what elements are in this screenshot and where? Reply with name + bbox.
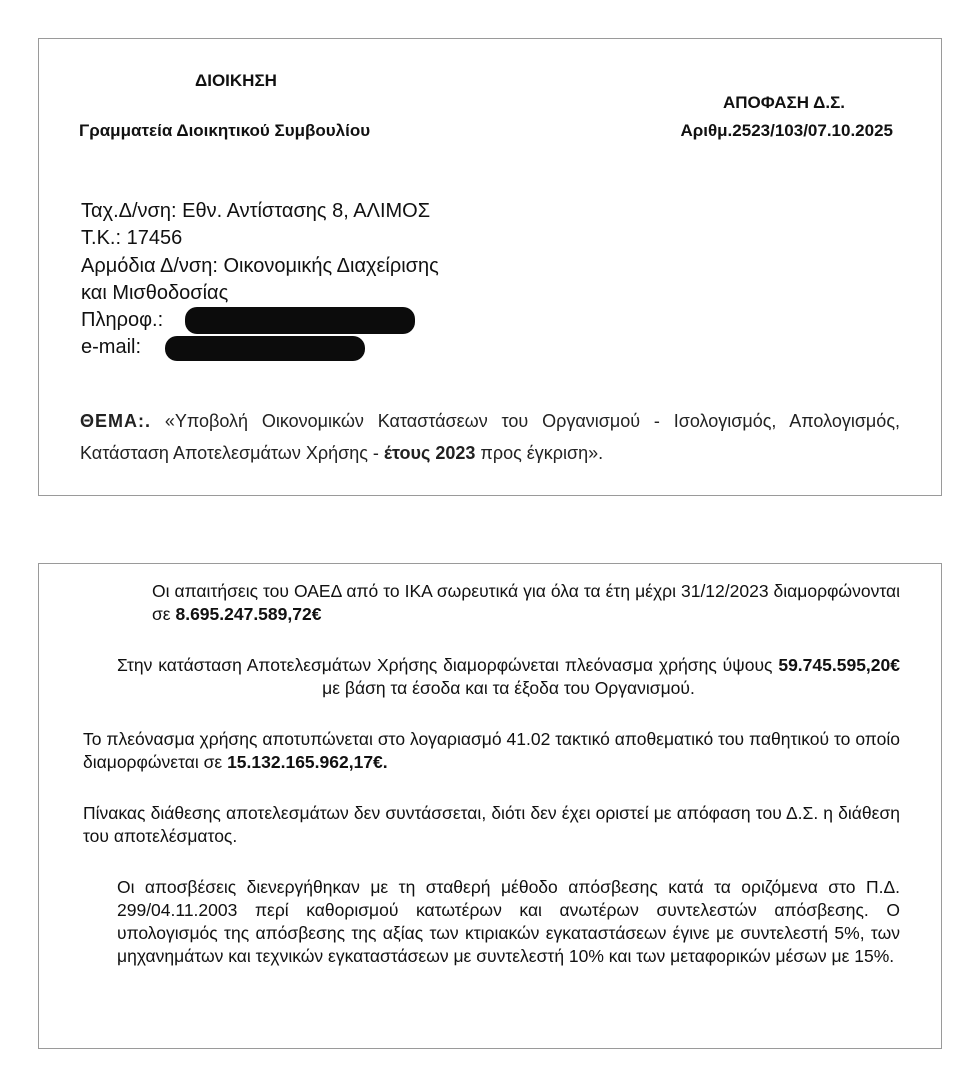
subject-paragraph: [80, 405, 900, 469]
subject-text: «Υποβολή Οικονομικών Καταστάσεων του Οργανισμού - Ισολογισμός, Απολογισμός, Κατάσταση Αποτελεσμάτων Χρήσης -: [80, 411, 900, 463]
paragraph-reserve: [83, 728, 900, 774]
amount-surplus: 59.745.595,20€: [778, 655, 900, 675]
subject-label: ΘΕΜΑ:.: [80, 411, 151, 431]
amount-reserve: 15.132.165.962,17€.: [227, 752, 388, 772]
email-label: e-mail:: [81, 336, 142, 358]
address-department-continued: και Μισθοδοσίας: [81, 282, 229, 304]
paragraph-text: Το πλεόνασμα χρήσης αποτυπώνεται στο λογαριασμό 41.02 τακτικό αποθεματικό του παθητικού το οποίο διαμορφώνεται σε: [83, 729, 900, 772]
address-postal-code: Τ.Κ.: 17456: [81, 227, 183, 249]
address-street: Ταχ.Δ/νση: Εθν. Αντίστασης 8, ΑΛΙΜΟΣ: [81, 200, 431, 222]
paragraph-receivables: [152, 580, 900, 626]
email-redaction: [165, 336, 365, 361]
decision-number: Αριθμ.2523/103/07.10.2025: [680, 121, 893, 140]
paragraph-distribution: Πίνακας διάθεσης αποτελεσμάτων δεν συντάσσεται, διότι δεν έχει οριστεί με απόφαση του Δ.Σ. η διάθεση του αποτελέσματος.: [83, 803, 900, 846]
paragraph-surplus: [117, 654, 900, 700]
paragraph-depreciation: Οι αποσβέσεις διενεργήθηκαν με τη σταθερή μέθοδο απόσβεσης κατά τα οριζόμενα στο Π.Δ. 299/04.11.2003 περί καθορισμού κατωτέρων και ανωτέρων συντελεστών απόσβεσης. Ο υπολογισμός της απόσβεσης της αξίας των κτιριακών εγκαταστάσεων έγινε με συντελεστή 5%, των μηχανημάτων και τεχνικών εγκαταστάσεων με συντελεστή 10% και των μεταφορικών μέσων με 15%.: [117, 877, 900, 966]
subject-year: έτους 2023: [383, 443, 476, 463]
amount-receivables: 8.695.247.589,72€: [175, 604, 322, 624]
decision-title: ΑΠΟΦΑΣΗ Δ.Σ.: [723, 93, 845, 112]
secretariat-heading: Γραμματεία Διοικητικού Συμβουλίου: [79, 121, 371, 140]
info-label: Πληροφ.:: [81, 309, 164, 331]
document-excerpt-box: [38, 563, 942, 1049]
info-redaction: [185, 307, 415, 334]
paragraph-text: Οι απαιτήσεις του ΟΑΕΔ από το ΙΚΑ σωρευτικά για όλα τα έτη μέχρι 31/12/2023 διαμορφώνονται σε: [152, 581, 900, 624]
administration-heading: ΔΙΟΙΚΗΣΗ: [195, 71, 277, 90]
paragraph-text: Στην κατάσταση Αποτελεσμάτων Χρήσης διαμορφώνεται πλεόνασμα χρήσης ύψους: [117, 655, 779, 675]
document-header-box: [38, 38, 942, 496]
paragraph-text-tail: με βάση τα έσοδα και τα έξοδα του Οργανισμού.: [322, 678, 695, 698]
subject-text-end: προς έγκριση».: [475, 443, 604, 463]
address-department: Αρμόδια Δ/νση: Οικονομικής Διαχείρισης: [81, 255, 439, 277]
